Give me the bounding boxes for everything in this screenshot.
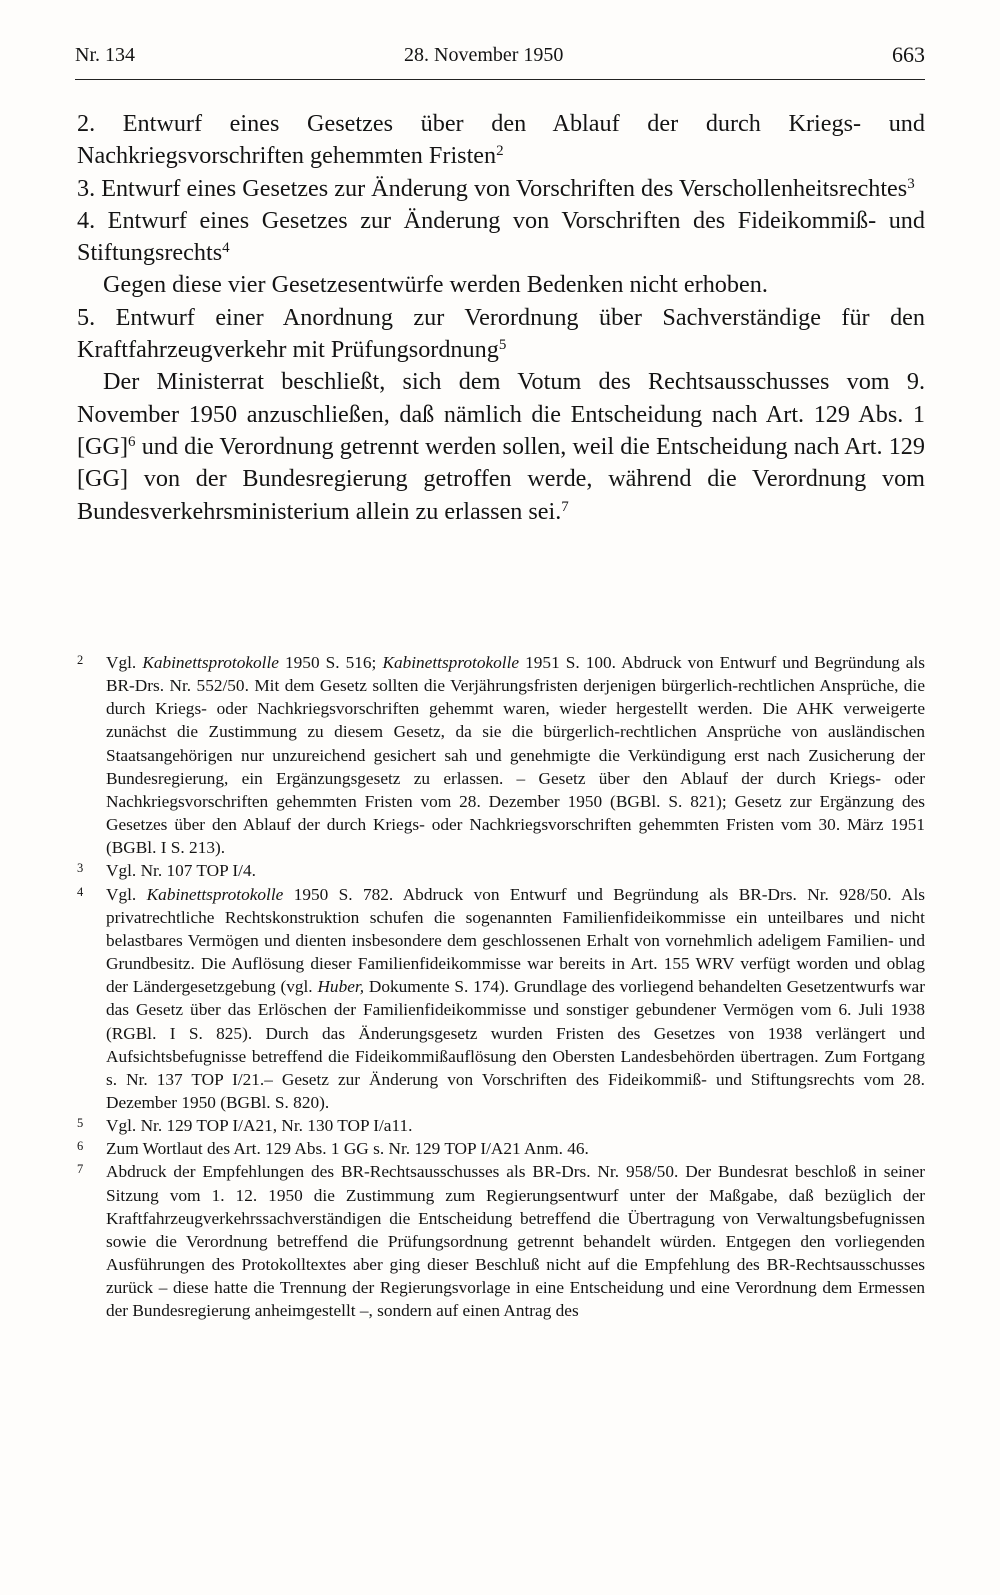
footnote-2 [77, 651, 925, 859]
council-decision-part2: und die Verordnung getrennt werden sollen, weil die Entscheidung nach Art. 129 [GG] von der Bundesregierung getroffen werde, während die Verordnung vom Bundesverkehrsministerium allein zu erlassen sei. [77, 432, 925, 525]
footnote-5 [77, 1114, 925, 1137]
footnote-3 [77, 859, 925, 882]
footnote-ref-5: 5 [498, 336, 507, 353]
footnote-number: 6 [77, 1139, 84, 1154]
footnote-7 [77, 1160, 925, 1322]
agenda-item-4-text: 4. Entwurf eines Gesetzes zur Änderung von Vorschriften des Fideikommiß- und Stiftungsrechts [77, 206, 925, 267]
agenda-item-2-text: 2. Entwurf eines Gesetzes über den Ablauf der durch Kriegs- und Nachkriegsvorschriften gehemmten Fristen [77, 110, 925, 170]
footnote-text: 1950 S. 782. Abdruck von Entwurf und Begründung als BR-Drs. Nr. 928/50. Als privatrechtliche Rechtskonstruktion schufen die sogenannten Familienfideikommisse ein unteilbares und nicht belastbares Vermögen und dienten insbesondere dem geschlossenen Erhalt von vornehmlich adeligem Familien- und Grundbesitz. Die Auflösung dieser Familienfideikommisse war bereits in Art. 155 WRV verfügt worden und oblag der Ländergesetzgebung (vgl. [106, 884, 925, 997]
footnote-text: 1950 S. 516; [278, 653, 383, 672]
footnote-text: Vgl. Nr. 129 TOP I/A21, Nr. 130 TOP I/a11. [106, 1116, 413, 1136]
footnote-4 [77, 883, 925, 1115]
footnote-italic-title: Kabinettsprotokolle [142, 653, 279, 672]
footnote-text: Vgl. Nr. 107 TOP I/4. [106, 861, 256, 881]
agenda-item-4 [77, 205, 925, 270]
footnote-text: 1951 S. 100. Abdruck von Entwurf und Begründung als BR-Drs. Nr. 552/50. Mit dem Gesetz sollten die Verjährungsfristen derjenigen bürgerlich-rechtlichen Ansprüche, die durch Kriegs- oder Nachkriegsvorschriften gehemmt waren, wieder hergestellt werden. Die AHK verweigerte zunächst die Zustimmung zu diesem Gesetz, da sie die bürgerlich-rechtlichen Ansprüche von ausländischen Staatsangehörigen nur unzureichend gesichert sah und genehmigte die Verkündigung erst nach Zusicherung der Bundesregierung, ein Ergänzungsgesetz zu erlassen. – Gesetz über den Ablauf der durch Kriegs- oder Nachkriegsvorschriften gehemmten Fristen vom 28. Dezember 1950 (BGBl. S. 821); Gesetz zur Ergänzung des Gesetzes über den Ablauf der durch Kriegs- oder Nachkriegsvorschriften gehemmten Fristen vom 30. März 1951 (BGBl. I S. 213). [106, 653, 926, 858]
footnote-6 [77, 1137, 925, 1160]
footnote-ref-4: 4 [222, 239, 230, 256]
footnote-number: 3 [77, 861, 84, 876]
council-decision [77, 366, 925, 527]
footnotes [77, 651, 925, 1323]
footnote-text: Vgl. [106, 653, 143, 672]
agenda-item-5-text: 5. Entwurf einer Anordnung zur Verordnung über Sachverständige für den Kraftfahrzeugverkehr mit Prüfungsordnung [77, 303, 925, 364]
footnote-number: 5 [77, 1116, 84, 1131]
footnote-ref-7: 7 [561, 498, 569, 515]
session-date: 28. November 1950 [404, 44, 564, 66]
agenda-item-5 [77, 302, 925, 367]
footnote-text: Vgl. [106, 884, 147, 904]
agenda-item-3 [77, 173, 925, 205]
agenda-item-3-text: 3. Entwurf eines Gesetzes zur Änderung von Vorschriften des Verschollenheitsrechtes [77, 174, 908, 202]
footnote-ref-2: 2 [496, 143, 504, 160]
council-decision-part1: Der Ministerrat beschließt, sich dem Votum des Rechtsausschusses vom 9. November 1950 anzuschließen, daß nämlich die Entscheidung nach Art. 129 Abs. 1 [GG] [77, 368, 925, 460]
running-header [75, 44, 925, 76]
footnote-text: Dokumente S. 174). Grundlage des vorliegend behandelten Gesetzentwurfs war das Gesetz über das Erlöschen der Familienfideikommisse und sonstiger gebundener Vermögen vom 6. Juli 1938 (RGBl. I S. 825). Durch das Änderungsgesetz wurden Fristen des Gesetzes von 1938 verlängert und Aufsichtsbefugnisse betreffend die Fideikommißauflösung den Obersten Landesbehörden übertragen. Zum Fortgang s. Nr. 137 TOP I/21.– Gesetz zur Änderung von Vorschriften des Fideikommiß- und Stiftungsrechts vom 28. Dezember 1950 (BGBl. S. 820). [106, 977, 925, 1112]
footnote-ref-6: 6 [128, 433, 136, 450]
agenda-item-2 [77, 108, 925, 173]
footnote-text: Abdruck der Empfehlungen des BR-Rechtsausschusses als BR-Drs. Nr. 958/50. Der Bundesrat beschloß in seiner Sitzung vom 1. 12. 1950 die Zustimmung zum Regierungsentwurf unter der Maßgabe, daß bezüglich der Kraftfahrzeugverkehrssachverständigen die Entscheidung betreffend die Übertragung von Verwaltungsbefugnissen sowie die Verordnung betreffend die Prüfungsordnung getrennt behandelt würden. Entgegen den vorliegenden Ausführungen des Protokolltextes aber ging dieser Beschluß nicht auf die Empfehlung des BR-Rechtsausschusses zurück – diese hatte die Trennung der Regierungsvorlage in eine Entscheidung und eine Verordnung dem Ermessen der Bundesregierung anheimgestellt –, sondern auf einen Antrag des [106, 1162, 925, 1321]
page-number: 663 [892, 42, 925, 67]
footnote-number: 4 [77, 884, 84, 899]
footnote-ref-3: 3 [907, 175, 915, 192]
footnote-number: 7 [77, 1162, 84, 1177]
footnote-italic-author: Huber, [317, 977, 365, 997]
footnote-italic-title: Kabinettsprotokolle [146, 884, 284, 904]
no-objection-statement: Gegen diese vier Gesetzesentwürfe werden Bedenken nicht erhoben. [103, 271, 768, 299]
document-number: Nr. 134 [75, 44, 135, 66]
header-rule [75, 79, 925, 80]
main-text [77, 108, 925, 528]
footnote-number: 2 [77, 653, 84, 667]
footnote-text: Zum Wortlaut des Art. 129 Abs. 1 GG s. Nr. 129 TOP I/A21 Anm. 46. [106, 1139, 589, 1159]
footnote-italic-title: Kabinettsprotokolle [382, 653, 520, 672]
